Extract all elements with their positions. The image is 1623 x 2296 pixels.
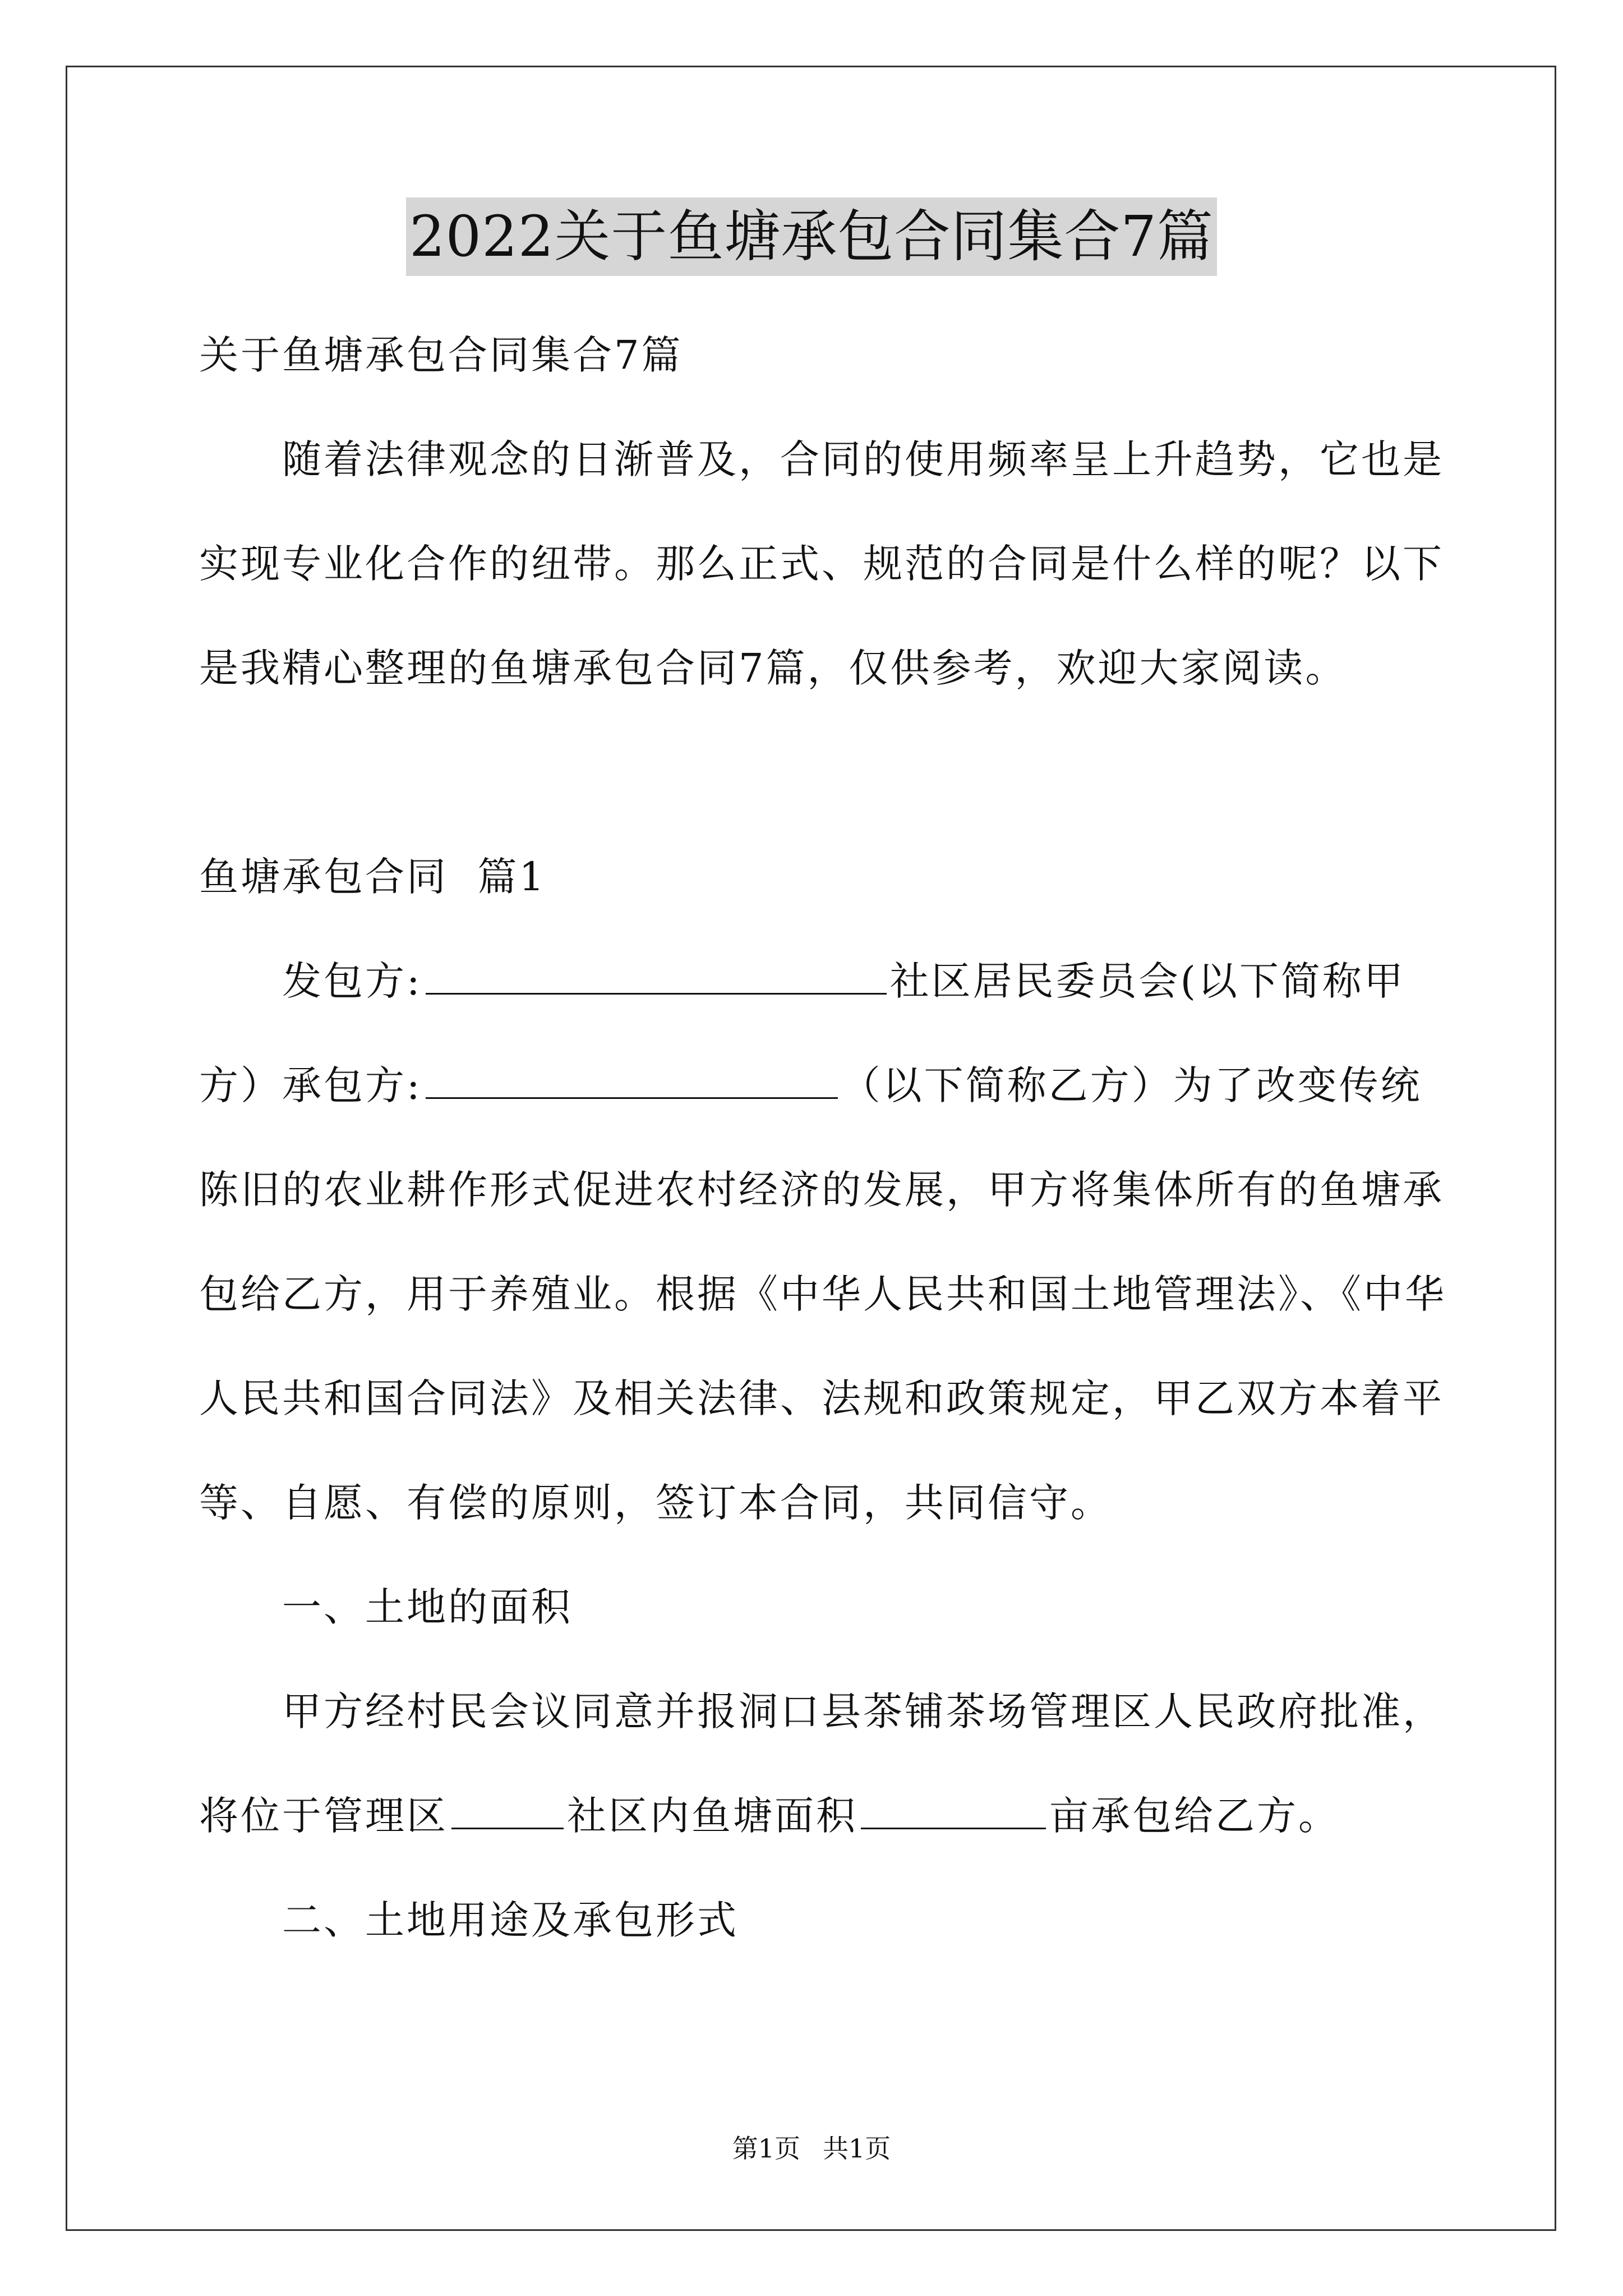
- body-line: 陈旧的农业耕作形式促进农村经济的发展，甲方将集体所有的鱼塘承: [199, 1167, 1444, 1213]
- party-a-suffix: 社区居民委员会(以下简称甲: [889, 958, 1405, 1004]
- party-b-line: [199, 1033, 1433, 1138]
- clause-1-area-line: [199, 1764, 1433, 1868]
- document-title: 2022关于鱼塘承包合同集合7篇: [406, 197, 1217, 276]
- body-line: 包给乙方，用于养殖业。根据《中华人民共和国土地管理法》、《中华: [199, 1271, 1446, 1317]
- party-b-blank[interactable]: [426, 1067, 838, 1099]
- intro-line: 随着法律观念的日渐普及，合同的使用频率呈上升趋势，它也是: [282, 436, 1444, 482]
- clause-1-text: 亩承包给乙方。: [1049, 1793, 1340, 1839]
- party-b-label: 方）承包方:: [199, 1062, 422, 1108]
- district-blank[interactable]: [451, 1797, 564, 1829]
- area-blank[interactable]: [861, 1797, 1046, 1829]
- blank-spacer: [199, 720, 1433, 825]
- document-body: [199, 303, 1446, 1972]
- page-footer: [0, 2132, 1623, 2165]
- clause-2-heading: 二、土地用途及承包形式: [282, 1897, 739, 1943]
- party-a-label: 发包方:: [282, 958, 422, 1004]
- body-line: 等、自愿、有偿的原则，签订本合同，共同信守。: [199, 1480, 1112, 1526]
- clause-1-line: 甲方经村民会议同意并报洞口县茶铺茶场管理区人民政府批准，: [282, 1688, 1444, 1734]
- party-a-blank[interactable]: [426, 963, 887, 995]
- document-subtitle: 关于鱼塘承包合同集合7篇: [199, 332, 683, 378]
- party-b-suffix: （以下简称乙方）为了改变传统: [841, 1062, 1422, 1108]
- intro-line: 是我精心整理的鱼塘承包合同7篇，仅供参考，欢迎大家阅读。: [199, 645, 1347, 691]
- page-total: 共1页: [823, 2133, 891, 2164]
- title-container: [0, 197, 1623, 276]
- clause-1-text: 将位于管理区: [199, 1793, 448, 1839]
- clause-1-heading: 一、土地的面积: [282, 1584, 573, 1630]
- clause-1-text: 社区内鱼塘面积: [567, 1793, 857, 1839]
- section-heading: 鱼塘承包合同 篇1: [199, 854, 547, 900]
- intro-line: 实现专业化合作的纽带。那么正式、规范的合同是什么样的呢？以下: [199, 541, 1444, 587]
- page-number: 第1页: [732, 2133, 800, 2164]
- party-a-line: [199, 929, 1433, 1033]
- body-line: 人民共和国合同法》及相关法律、法规和政策规定，甲乙双方本着平: [199, 1375, 1444, 1421]
